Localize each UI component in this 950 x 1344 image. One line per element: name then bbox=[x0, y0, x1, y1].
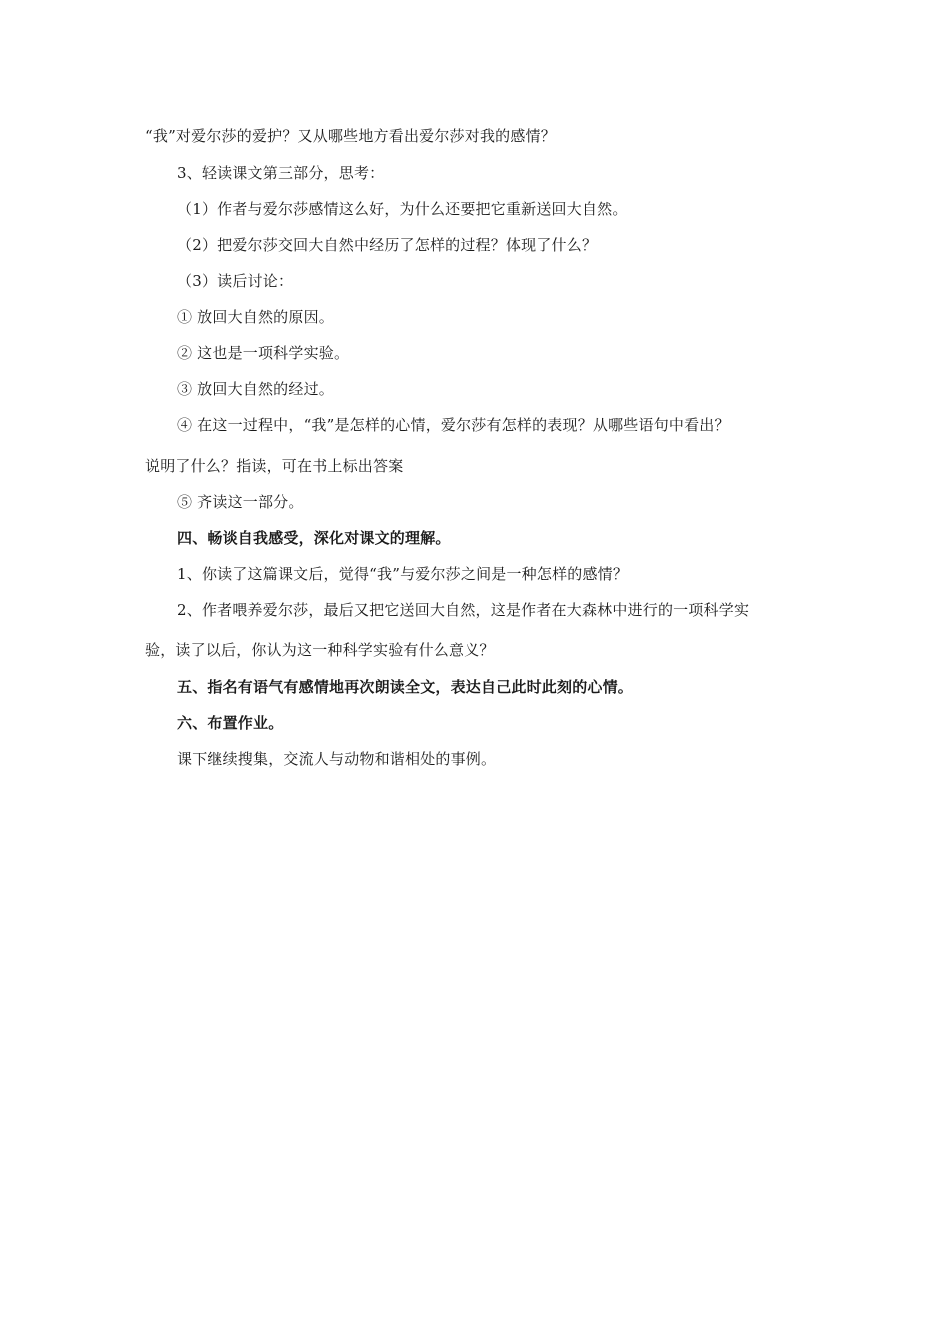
text-line-14: 2、作者喂养爱尔莎，最后又把它送回大自然，这是作者在大森林中进行的一项科学实 bbox=[177, 601, 750, 619]
section-heading-6: 六、布置作业。 bbox=[177, 714, 284, 732]
text-line-7: ② 这也是一项科学实验。 bbox=[177, 344, 350, 362]
section-heading-4: 四、畅谈自我感受，深化对课文的理解。 bbox=[177, 529, 451, 547]
text-line-6: ① 放回大自然的原因。 bbox=[177, 308, 334, 326]
text-line-2: 3、轻读课文第三部分，思考： bbox=[177, 164, 385, 182]
section-heading-5: 五、指名有语气有感情地再次朗读全文，表达自己此时此刻的心情。 bbox=[177, 678, 634, 696]
text-line-13: 1、你读了这篇课文后，觉得“我”与爱尔莎之间是一种怎样的感情？ bbox=[177, 565, 629, 583]
text-line-18: 课下继续搜集，交流人与动物和谐相处的事例。 bbox=[177, 750, 497, 768]
text-line-11: ⑤ 齐读这一部分。 bbox=[177, 493, 304, 511]
text-line-15: 验，读了以后，你认为这一种科学实验有什么意义？ bbox=[145, 641, 495, 659]
text-line-8: ③ 放回大自然的经过。 bbox=[177, 380, 334, 398]
text-line-3: （1）作者与爱尔莎感情这么好，为什么还要把它重新送回大自然。 bbox=[177, 200, 628, 218]
text-line-9: ④ 在这一过程中，“我”是怎样的心情，爱尔莎有怎样的表现？从哪些语句中看出？ bbox=[177, 416, 730, 434]
text-line-4: （2）把爱尔莎交回大自然中经历了怎样的过程？体现了什么？ bbox=[177, 236, 598, 254]
text-line-5: （3）读后讨论： bbox=[177, 272, 294, 290]
text-line-1: “我”对爱尔莎的爱护？又从哪些地方看出爱尔莎对我的感情？ bbox=[145, 127, 556, 145]
text-line-10: 说明了什么？指读，可在书上标出答案 bbox=[145, 457, 404, 475]
